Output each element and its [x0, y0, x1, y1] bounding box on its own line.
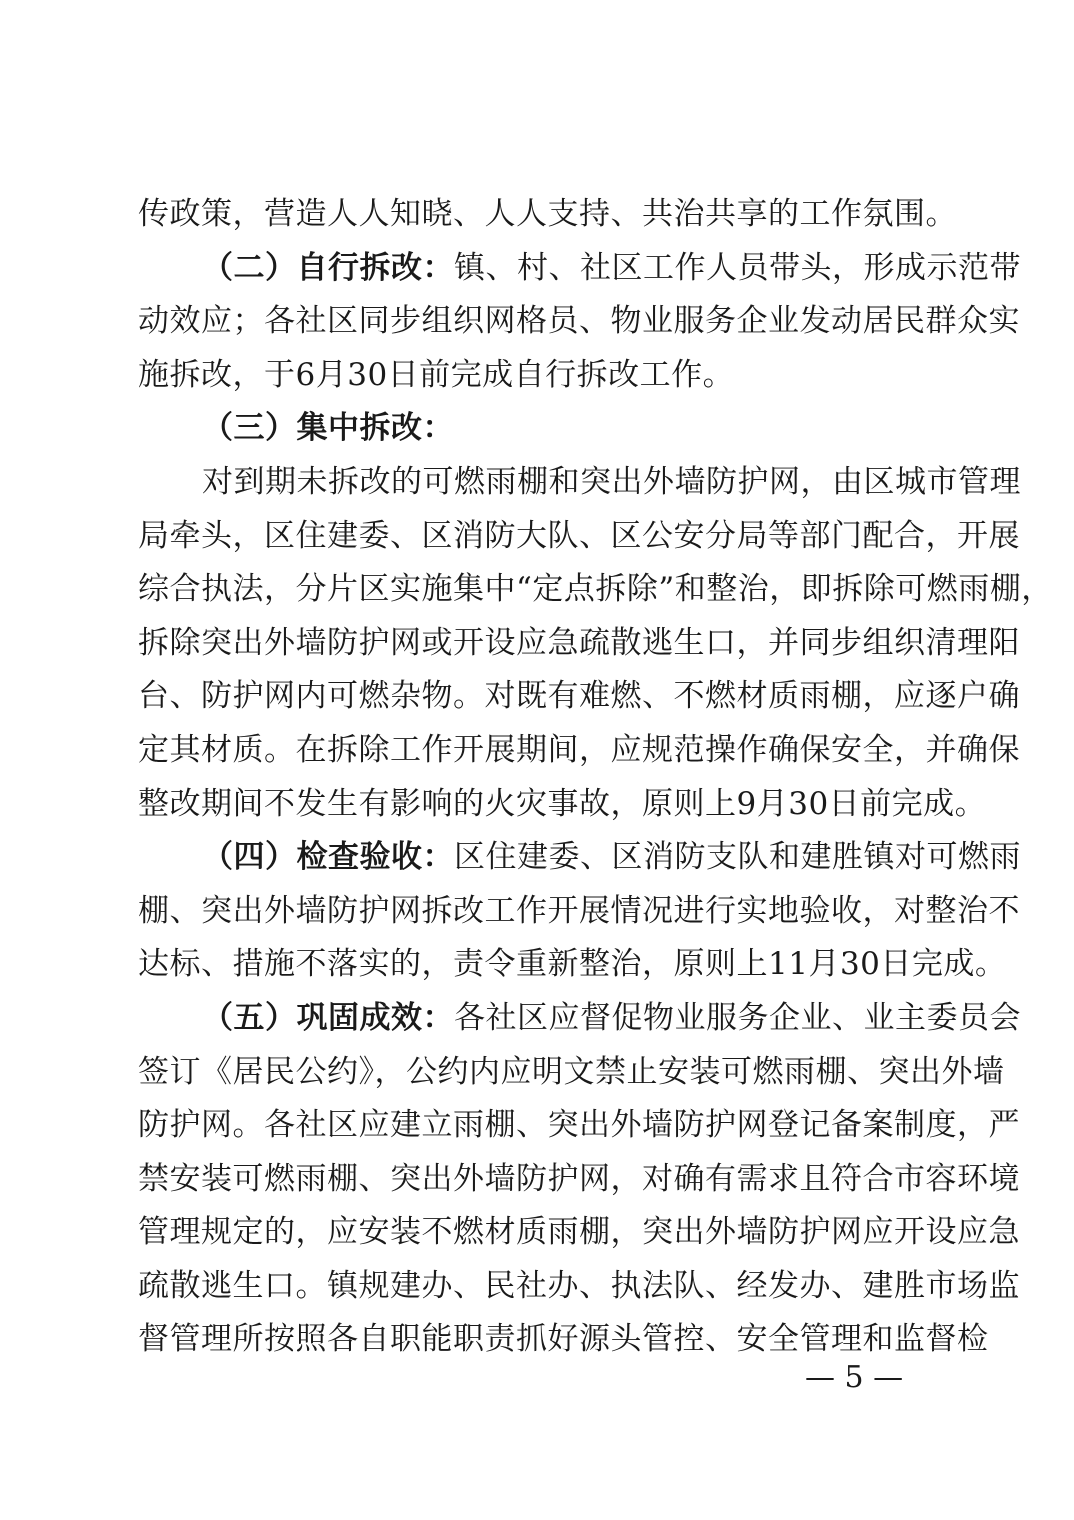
text-line [138, 1153, 1020, 1207]
line-text: 禁安装可燃雨棚、突出外墙防护网，对确有需求且符合市容环境 [138, 1160, 1020, 1197]
text-line [138, 885, 1020, 939]
line-text: 签订《居民公约》，公约内应明文禁止安装可燃雨棚、突出外墙 [138, 1053, 1005, 1090]
text-line [138, 992, 1021, 1046]
line-text: 对到期未拆改的可燃雨棚和突出外墙防护网，由区城市管理 [202, 463, 1021, 500]
text-line [138, 778, 987, 832]
text-line [138, 242, 1021, 296]
text-line [138, 510, 1020, 564]
text-line [138, 670, 1020, 724]
line-text: 疏散逃生口。镇规建办、民社办、执法队、经发办、建胜市场监 [138, 1267, 1020, 1304]
section-heading: （五）巩固成效： [202, 999, 454, 1036]
text-line [138, 1046, 1005, 1100]
text-line [138, 349, 936, 403]
text-line [138, 1206, 1020, 1260]
line-text: 局牵头，区住建委、区消防大队、区公安分局等部门配合，开展 [138, 517, 1020, 554]
text-line [138, 456, 1021, 510]
line-text: 棚、突出外墙防护网拆改工作开展情况进行实地验收，对整治不 [138, 892, 1020, 929]
text-line [138, 402, 936, 456]
body-text [138, 188, 1053, 1367]
text-line [138, 188, 957, 242]
line-text: 管理规定的，应安装不燃材质雨棚，突出外墙防护网应开设应急 [138, 1214, 1020, 1251]
line-text: 施拆改，于6月30日前完成自行拆改工作。 [138, 356, 735, 393]
section-heading: （四）检查验收： [202, 839, 454, 876]
line-text: 督管理所按照各自职能职责抓好源头管控、安全管理和监督检 [138, 1321, 989, 1358]
line-text: 达标、措施不落实的，责令重新整治，原则上11月30日完成。 [138, 946, 1007, 983]
line-text: 传政策，营造人人知晓、人人支持、共治共享的工作氛围。 [138, 196, 957, 232]
text-line [138, 1099, 1020, 1153]
line-text: 镇、村、社区工作人员带头，形成示范带 [454, 249, 1021, 286]
line-text: 综合执法，分片区实施集中“定点拆除”和整治，即拆除可燃雨棚， [138, 571, 1053, 608]
line-text: 台、防护网内可燃杂物。对既有难燃、不燃材质雨棚，应逐户确 [138, 678, 1020, 715]
section-heading: （三）集中拆改： [202, 410, 454, 447]
line-text: 各社区应督促物业服务企业、业主委员会 [454, 999, 1021, 1036]
text-line [138, 617, 1020, 671]
line-text: 拆除突出外墙防护网或开设应急疏散逃生口，并同步组织清理阳 [138, 624, 1020, 661]
text-line [138, 724, 1020, 778]
text-line [138, 1260, 1020, 1314]
text-line [138, 938, 1007, 992]
text-line [138, 563, 1053, 617]
line-text: 定其材质。在拆除工作开展期间，应规范操作确保安全，并确保 [138, 731, 1020, 768]
line-text: 整改期间不发生有影响的火灾事故，原则上9月30日前完成。 [138, 785, 987, 822]
text-line [138, 295, 1020, 349]
line-text: 动效应；各社区同步组织网格员、物业服务企业发动居民群众实 [138, 303, 1020, 340]
line-text: 防护网。各社区应建立雨棚、突出外墙防护网登记备案制度，严 [138, 1107, 1020, 1144]
line-text: 区住建委、区消防支队和建胜镇对可燃雨 [454, 839, 1021, 876]
page-number: — 5 — [805, 1360, 904, 1395]
text-line [138, 831, 1021, 885]
section-heading: （二）自行拆改： [202, 249, 454, 286]
